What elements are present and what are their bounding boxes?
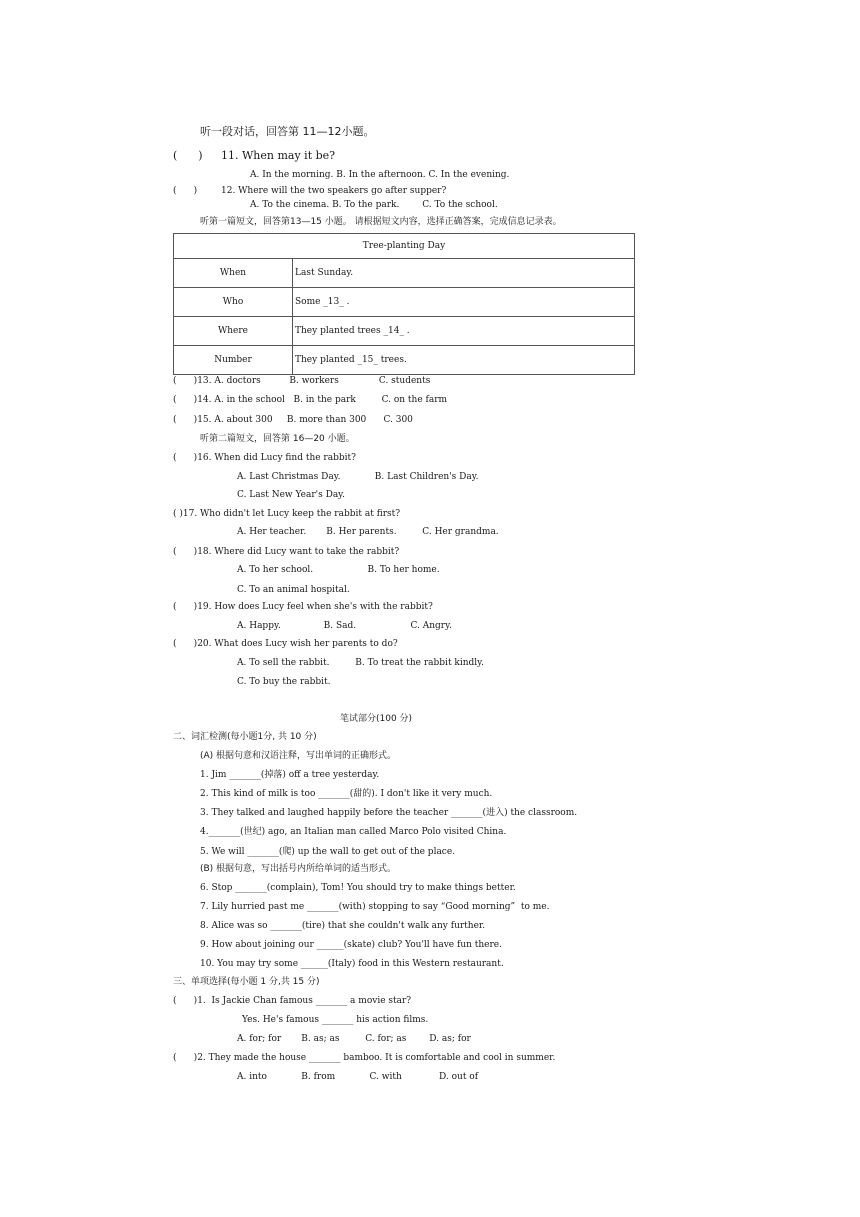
- q12-question: 12. Where will the two speakers go after supper?: [221, 186, 447, 196]
- table-value: Some _13_ .: [293, 288, 635, 317]
- q16-stem[interactable]: ( )16. When did Lucy find the rabbit?: [173, 453, 356, 463]
- q18-stem[interactable]: ( )18. Where did Lucy want to take the rabbit?: [173, 547, 400, 557]
- q16-options-2: C. Last New Year's Day.: [237, 490, 345, 500]
- q13[interactable]: ( )13. A. doctors B. workers C. students: [173, 376, 431, 386]
- vocab-part-a: (A) 根据句意和汉语注释，写出单词的正确形式。: [200, 751, 397, 761]
- vocab-part-b: (B) 根据句意，写出括号内所给单词的适当形式。: [200, 864, 397, 874]
- vocab-item: 4._______(世纪) ago, an Italian man called Marco Polo visited China.: [200, 827, 507, 837]
- table-row: [174, 259, 635, 288]
- table-row: [174, 317, 635, 346]
- q17-options: A. Her teacher. B. Her parents. C. Her grandma.: [237, 527, 499, 537]
- q18-options-2: C. To an animal hospital.: [237, 585, 350, 595]
- vocab-item: 8. Alice was so _______(tire) that she couldn't walk any further.: [200, 921, 486, 931]
- table-value: Last Sunday.: [293, 259, 635, 288]
- q17-stem[interactable]: ( )17. Who didn't let Lucy keep the rabbit at first?: [173, 509, 401, 519]
- info-record-table: [173, 233, 635, 375]
- listening-intro-1: 听一段对话，回答第 11—12小题。: [200, 125, 375, 138]
- vocab-item: 3. They talked and laughed happily before the teacher _______(进入) the classroom.: [200, 808, 578, 818]
- q15[interactable]: ( )15. A. about 300 B. more than 300 C. 300: [173, 415, 413, 425]
- vocab-heading: 二、词汇检测(每小题1分, 共 10 分): [173, 732, 317, 742]
- q12-paren[interactable]: ( ): [173, 186, 198, 196]
- choice-q1-stem[interactable]: ( )1. Is Jackie Chan famous _______ a movie star?: [173, 996, 412, 1006]
- q14[interactable]: ( )14. A. in the school B. in the park C. on the farm: [173, 395, 448, 405]
- table-key: Where: [174, 317, 293, 346]
- q19-stem[interactable]: ( )19. How does Lucy feel when she's with the rabbit?: [173, 602, 433, 612]
- table-key: Number: [174, 346, 293, 375]
- vocab-item: 9. How about joining our ______(skate) club? You'll have fun there.: [200, 940, 502, 950]
- q16-options-1: A. Last Christmas Day. B. Last Children's Day.: [237, 472, 479, 482]
- vocab-item: 5. We will _______(爬) up the wall to get out of the place.: [200, 847, 456, 857]
- choice-heading: 三、单项选择(每小题 1 分,共 15 分): [173, 977, 320, 987]
- vocab-item: 7. Lily hurried past me _______(with) stopping to say “Good morning” to me.: [200, 902, 550, 912]
- table-title: Tree-planting Day: [174, 234, 635, 259]
- q19-options: A. Happy. B. Sad. C. Angry.: [237, 621, 452, 631]
- choice-q1-options: A. for; for B. as; as C. for; as D. as; for: [237, 1034, 471, 1044]
- choice-q2-options: A. into B. from C. with D. out of: [237, 1072, 479, 1082]
- table-value: They planted trees _14_ .: [293, 317, 635, 346]
- q20-stem[interactable]: ( )20. What does Lucy wish her parents to do?: [173, 639, 398, 649]
- listening-intro-3: 听第二篇短文，回答第 16—20 小题。: [200, 434, 355, 444]
- table-row: [174, 288, 635, 317]
- table-key: Who: [174, 288, 293, 317]
- q11-options: A. In the morning. B. In the afternoon. C. In the evening.: [250, 170, 510, 180]
- listening-intro-2: 听第一篇短文，回答第13—15 小题。 请根据短文内容，选择正确答案，完成信息记录表。: [200, 217, 562, 227]
- vocab-item: 2. This kind of milk is too _______(甜的). I don't like it very much.: [200, 789, 493, 799]
- vocab-item: 6. Stop _______(complain), Tom! You should try to make things better.: [200, 883, 516, 893]
- vocab-item: 10. You may try some ______(Italy) food in this Western restaurant.: [200, 959, 504, 969]
- q11-paren[interactable]: ( ): [173, 149, 203, 162]
- table-key: When: [174, 259, 293, 288]
- written-title: 笔试部分(100 分): [340, 714, 413, 724]
- q11-question: 11. When may it be?: [221, 149, 336, 162]
- table-value: They planted _15_ trees.: [293, 346, 635, 375]
- q18-options-1: A. To her school. B. To her home.: [237, 565, 440, 575]
- q20-options-2: C. To buy the rabbit.: [237, 677, 331, 687]
- q20-options-1: A. To sell the rabbit. B. To treat the rabbit kindly.: [237, 658, 484, 668]
- q12-options: A. To the cinema. B. To the park. C. To the school.: [250, 200, 498, 210]
- vocab-item: 1. Jim _______(掉落) off a tree yesterday.: [200, 770, 380, 780]
- choice-q1-line2: Yes. He's famous _______ his action films.: [242, 1015, 429, 1025]
- choice-q2-stem[interactable]: ( )2. They made the house _______ bamboo. It is comfortable and cool in summer.: [173, 1053, 556, 1063]
- table-row: [174, 346, 635, 375]
